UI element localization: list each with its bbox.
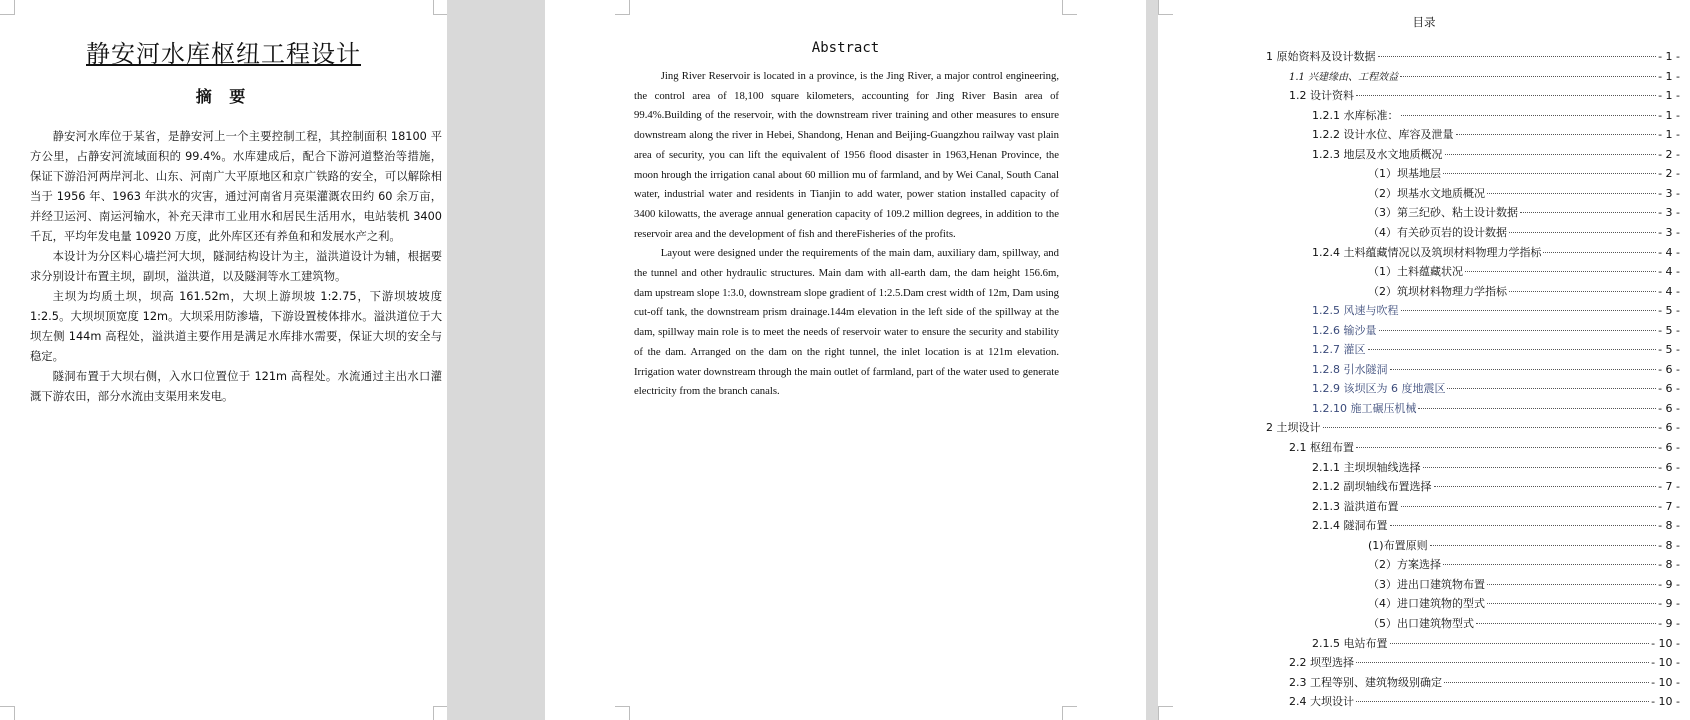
toc-leader-dots — [1443, 173, 1656, 174]
toc-leader-dots — [1401, 115, 1657, 116]
toc-entry-label: 2.1.3 溢洪道布置 — [1312, 499, 1399, 513]
toc-entry-label: （4）有关砂页岩的设计数据 — [1368, 225, 1507, 239]
toc-entry-page-number: - 7 - — [1658, 499, 1680, 513]
page-corner-mark — [1158, 706, 1173, 720]
toc-entry[interactable] — [1368, 595, 1680, 614]
toc-entry-page-number: - 6 - — [1658, 362, 1680, 376]
page-corner-mark — [615, 0, 630, 15]
toc-entry-page-number: - 2 - — [1658, 147, 1680, 161]
toc-entry-label: （1）坝基地层 — [1368, 167, 1441, 181]
toc-entry[interactable] — [1312, 459, 1680, 478]
toc-leader-dots — [1487, 584, 1656, 585]
toc-entry-label: 1.2.5 风速与吹程 — [1312, 304, 1399, 318]
toc-entry-page-number: - 3 - — [1658, 206, 1680, 220]
toc-entry-label: 1.1 兴建缘由、工程效益 — [1289, 71, 1399, 83]
page-2-abstract-en — [545, 0, 1146, 720]
toc-entry[interactable] — [1312, 478, 1680, 497]
paragraph: Jing River Reservoir is located in a province, is the Jing River, a major control engineering, the control area of 18,100 square kilometers, accounting for Jing River Basin area of 99.4%.Building of the reservoir, with the downstream river training and other measures to ensure downstream along the river in Hebei, Shandong, Henan and Beijing-Guangzhou railway vast plain area of security, you can lift the equivalent of 1956 flood disaster in 1963,Henan Province, the moon hrough the irrigation canal about 60 million mu of farmland, and by Wei Canal, South Canal water, industrial water and residents in Tianjin to add water, power station installed capacity of 3400 kilowatts, the average annual generation capacity of 109.2 million degrees, in addition to the reservoir area and the development of fish and thereFisheries of the profits. — [634, 70, 1059, 240]
toc-entry-page-number: - 10 - — [1651, 636, 1680, 650]
page-corner-mark — [433, 706, 447, 720]
page-corner-mark — [615, 706, 630, 720]
toc-entry-label: （2）坝基水文地质概况 — [1368, 186, 1485, 200]
toc-entry-page-number: - 4 - — [1658, 265, 1680, 279]
toc-entry-label: （1）土料蕴藏状况 — [1368, 265, 1463, 279]
toc-entry-page-number: - 2 - — [1658, 167, 1680, 181]
toc-entry[interactable] — [1368, 263, 1680, 282]
page-corner-mark — [1062, 706, 1077, 720]
toc-entry[interactable] — [1289, 693, 1680, 712]
toc-leader-dots — [1430, 545, 1656, 546]
paragraph: 本设计为分区料心墙拦河大坝，隧洞结构设计为主，溢洪道设计为辅，根据要求分别设计布置主坝，副坝，溢洪道，以及隧洞等水工建筑物。 — [30, 250, 442, 283]
toc-leader-dots — [1445, 154, 1657, 155]
abstract-heading-en: Abstract — [811, 40, 880, 56]
toc-entry-label: （5）出口建筑物型式 — [1368, 616, 1474, 630]
page-corner-mark — [0, 706, 15, 720]
toc-entry-label: （2）筑坝材料物理力学指标 — [1368, 284, 1507, 298]
toc-entry-label: （2）方案选择 — [1368, 558, 1441, 572]
toc-leader-dots — [1487, 603, 1656, 604]
toc-entry[interactable] — [1312, 107, 1680, 126]
toc-entry[interactable] — [1289, 87, 1680, 106]
toc-entry-label: 1.2.2 设计水位、库容及泄量 — [1312, 128, 1454, 142]
paragraph: 静安河水库位于某省，是静安河上一个主要控制工程，其控制面积 18100 平方公里，占静安河流域面积的 99.4%。水库建成后，配合下游河道整治等措施，保证下游沿河两岸河北、山东、河南广大平原地区和京广铁路的安全，可以解除相当于 1956 年、1963 年洪水的灾害，通过河南省月亮渠灌溉农田约 60 余万亩，并经卫运河、南运河输水，补充天津市工业用水和居民生活用水，电站装机 3400 千瓦，平均年发电量 10920 万度，此外库区还有养鱼和和发展水产之利。 — [30, 130, 442, 243]
toc-entry[interactable] — [1266, 48, 1680, 67]
toc-entry[interactable] — [1289, 439, 1680, 458]
toc-entry[interactable] — [1368, 185, 1680, 204]
toc-heading: 目录 — [1412, 15, 1436, 29]
toc-leader-dots — [1323, 427, 1657, 428]
toc-entry[interactable] — [1312, 126, 1680, 145]
toc-entry[interactable] — [1312, 146, 1680, 165]
toc-entry-page-number: - 6 - — [1658, 401, 1680, 415]
toc-entry-label: 2.1.2 副坝轴线布置选择 — [1312, 480, 1432, 494]
toc-leader-dots — [1543, 252, 1656, 253]
toc-entry-page-number: - 8 - — [1658, 538, 1680, 552]
toc-entry-label: 2.3 工程等别、建筑物级别确定 — [1289, 675, 1442, 689]
toc-entry-page-number: - 8 - — [1658, 519, 1680, 533]
toc-entry-label: 2.1.1 主坝坝轴线选择 — [1312, 460, 1421, 474]
toc-entry[interactable] — [1368, 283, 1680, 302]
toc-leader-dots — [1447, 388, 1656, 389]
toc-entry-label: 1.2 设计资料 — [1289, 89, 1354, 103]
toc-entry-page-number: - 5 - — [1658, 304, 1680, 318]
toc-entry-page-number: - 9 - — [1658, 597, 1680, 611]
toc-leader-dots — [1378, 56, 1657, 57]
toc-leader-dots — [1390, 369, 1657, 370]
toc-leader-dots — [1444, 682, 1649, 683]
toc-leader-dots — [1476, 623, 1656, 624]
toc-entry[interactable] — [1312, 517, 1680, 536]
page-corner-mark — [1158, 0, 1173, 15]
toc-entry-page-number: - 1 - — [1658, 69, 1680, 83]
toc-entry-page-number: - 4 - — [1658, 284, 1680, 298]
toc-entry-label: 1.2.3 地层及水文地质概况 — [1312, 147, 1443, 161]
toc-leader-dots — [1356, 95, 1656, 96]
toc-leader-dots — [1368, 349, 1657, 350]
toc-leader-dots — [1356, 701, 1649, 702]
toc-leader-dots — [1356, 447, 1656, 448]
page-3-table-of-contents — [1158, 0, 1690, 720]
toc-entry-label: 2.1.5 电站布置 — [1312, 636, 1388, 650]
toc-leader-dots — [1487, 193, 1656, 194]
toc-entry-page-number: - 1 - — [1658, 108, 1680, 122]
toc-leader-dots — [1379, 330, 1657, 331]
toc-leader-dots — [1401, 310, 1657, 311]
toc-entry-label: 1.2.10 施工碾压机械 — [1312, 401, 1417, 415]
toc-entry[interactable] — [1312, 322, 1680, 341]
toc-entry-page-number: - 6 - — [1658, 460, 1680, 474]
toc-entry[interactable] — [1368, 537, 1680, 556]
toc-entry-label: 1.2.4 土料蕴藏情况以及筑坝材料物理力学指标 — [1312, 245, 1542, 259]
toc-entry-label: 1.2.8 引水隧洞 — [1312, 362, 1388, 376]
toc-entry-page-number: - 1 - — [1658, 128, 1680, 142]
paragraph: Layout were designed under the requirements of the main dam, auxiliary dam, spillway, and the tunnel and other hydraulic structures. Main dam with all-earth dam, the dam height 156.6m, dam upstream slope 1:3.0, downstream slope gradient of 1:2.5.Dam crest width of 12m, Dam using cut-off tank, the downstream prism drainage.144m elevation in the left side of the spillway at the dam, spillway main role is to meet the needs of reservoir water to ensure the security and stability of the dam. Arranged on the dam on the right tunnel, the inlet location is at 121m elevation. Irrigation water downstream through the main outlet of farmland, part of the water used to generate electricity from the branch canals. — [634, 247, 1059, 398]
page-1-abstract-cn — [0, 0, 447, 720]
toc-entry-page-number: - 5 - — [1658, 323, 1680, 337]
toc-entry[interactable] — [1312, 302, 1680, 321]
toc-entry[interactable] — [1289, 654, 1680, 673]
toc-leader-dots — [1390, 643, 1650, 644]
toc-leader-dots — [1418, 408, 1656, 409]
toc-entry-label: 2.2 坝型选择 — [1289, 656, 1354, 670]
toc-entry[interactable] — [1312, 498, 1680, 517]
toc-leader-dots — [1401, 506, 1657, 507]
page-corner-mark — [0, 0, 15, 15]
toc-entry[interactable] — [1368, 556, 1680, 575]
paragraph: 隧洞布置于大坝右侧，入水口位置位于 121m 高程处。水流通过主出水口灌溉下游农田，部分水流由支渠用来发电。 — [30, 370, 442, 403]
toc-entry-page-number: - 8 - — [1658, 558, 1680, 572]
toc-entry-label: （4）进口建筑物的型式 — [1368, 597, 1485, 611]
toc-entry[interactable] — [1289, 68, 1680, 87]
toc-entry-page-number: - 10 - — [1651, 656, 1680, 670]
toc-entry[interactable] — [1312, 635, 1680, 654]
toc-entry-page-number: - 6 - — [1658, 441, 1680, 454]
abstract-heading-cn: 摘 要 — [195, 87, 252, 106]
toc-leader-dots — [1520, 212, 1656, 213]
toc-entry[interactable] — [1368, 615, 1680, 634]
toc-entry[interactable] — [1312, 361, 1680, 380]
toc-entry-page-number: - 9 - — [1658, 577, 1680, 591]
toc-entry-label: 1.2.6 输沙量 — [1312, 323, 1377, 337]
toc-leader-dots — [1509, 291, 1656, 292]
paragraph: 主坝为均质土坝，坝高 161.52m，大坝上游坝坡 1:2.75，下游坝坡坡度 1:2.5。大坝坝顶宽度 12m。大坝采用防渗墙，下游设置棱体排水。溢洪道位于大坝左侧 144m 高程处，溢洪道主要作用是满足水库排水需要，保证大坝的安全与稳定。 — [30, 290, 442, 363]
toc-entry-label: （3）进出口建筑物布置 — [1368, 577, 1485, 591]
toc-entry[interactable] — [1312, 244, 1680, 263]
toc-entry[interactable] — [1368, 165, 1680, 184]
toc-entry-label: 2.1 枢纽布置 — [1289, 441, 1354, 454]
toc-entry-page-number: - 1 - — [1658, 89, 1680, 103]
toc-leader-dots — [1400, 76, 1656, 77]
toc-entry[interactable] — [1368, 204, 1680, 223]
toc-entry-page-number: - 3 - — [1658, 186, 1680, 200]
abstract-body-cn — [30, 127, 442, 407]
toc-leader-dots — [1465, 271, 1656, 272]
toc-entry-label: 1.2.7 灌区 — [1312, 343, 1366, 357]
toc-entry-label: (1)布置原则 — [1368, 538, 1428, 552]
toc-entry-label: 1 原始资料及设计数据 — [1266, 50, 1376, 63]
toc-entry[interactable] — [1368, 224, 1680, 243]
toc-entry-page-number: - 9 - — [1658, 616, 1680, 630]
toc-entry[interactable] — [1289, 674, 1680, 693]
toc-entry[interactable] — [1368, 576, 1680, 595]
page-corner-mark — [433, 0, 447, 15]
toc-entry[interactable] — [1312, 380, 1680, 399]
page-corner-mark — [1062, 0, 1077, 15]
toc-entry-page-number: - 10 - — [1651, 675, 1680, 689]
toc-entry-label: 2.4 大坝设计 — [1289, 695, 1354, 709]
toc-entry-page-number: - 3 - — [1658, 225, 1680, 239]
toc-leader-dots — [1443, 564, 1656, 565]
toc-entry[interactable] — [1312, 400, 1680, 419]
toc-entry[interactable] — [1266, 419, 1680, 438]
toc-entry-label: 1.2.9 该坝区为 6 度地震区 — [1312, 382, 1446, 396]
toc-entry-label: 2 土坝设计 — [1266, 421, 1321, 435]
toc-entry-page-number: - 6 - — [1658, 421, 1680, 435]
toc-leader-dots — [1390, 525, 1657, 526]
toc-leader-dots — [1423, 467, 1657, 468]
toc-leader-dots — [1434, 486, 1657, 487]
toc-entry-label: （3）第三纪砂、粘土设计数据 — [1368, 206, 1518, 220]
toc-entry-page-number: - 1 - — [1658, 50, 1680, 63]
toc-leader-dots — [1509, 232, 1656, 233]
toc-entry-label: 2.1.4 隧洞布置 — [1312, 519, 1388, 533]
toc-leader-dots — [1356, 662, 1649, 663]
toc-entry-page-number: - 10 - — [1651, 695, 1680, 709]
toc-entry[interactable] — [1312, 341, 1680, 360]
toc-entry-label: 1.2.1 水库标准： — [1312, 108, 1399, 122]
abstract-body-en — [634, 67, 1059, 402]
toc-entry-page-number: - 5 - — [1658, 343, 1680, 357]
document-title: 静安河水库枢纽工程设计 — [86, 40, 361, 68]
toc-entry-page-number: - 7 - — [1658, 480, 1680, 494]
toc-entry-page-number: - 6 - — [1658, 382, 1680, 396]
toc-leader-dots — [1456, 134, 1657, 135]
toc-entry-page-number: - 4 - — [1658, 245, 1680, 259]
